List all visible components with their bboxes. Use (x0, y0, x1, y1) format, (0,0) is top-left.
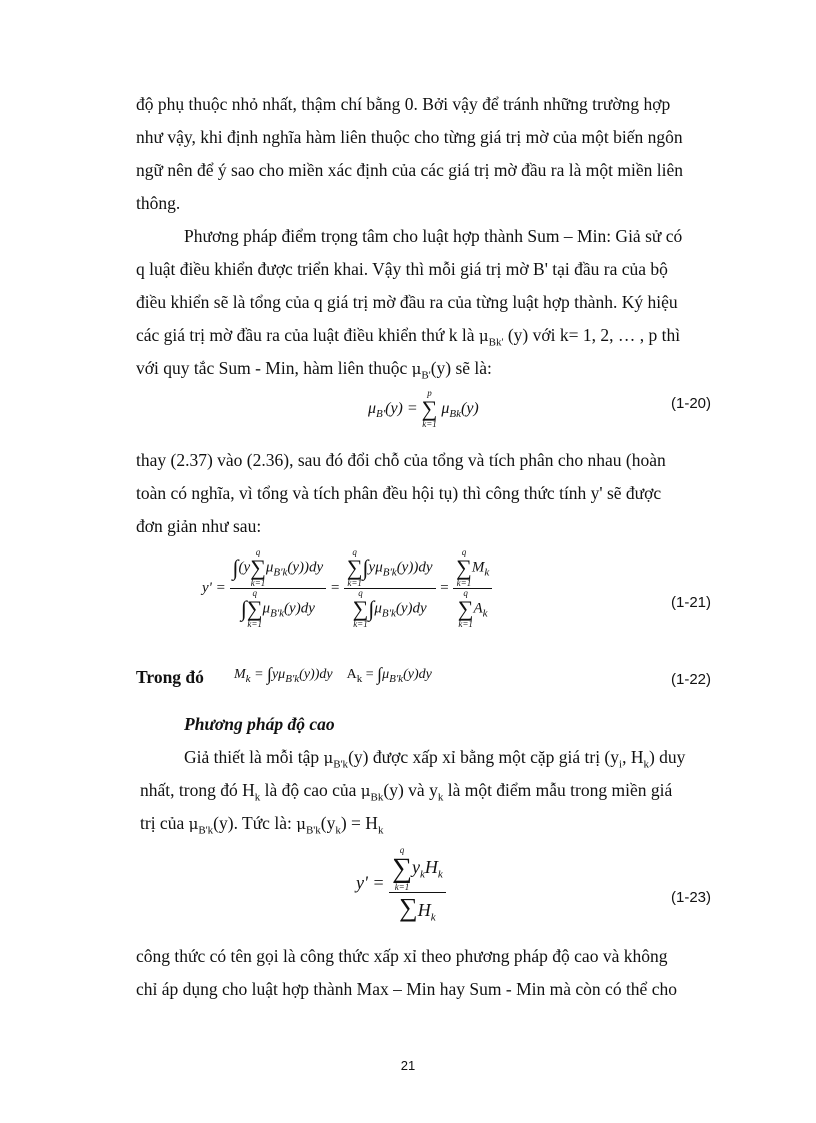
para3-line3: đơn giản như sau: (136, 516, 262, 536)
para4-line3: trị của $\mu_{B'k}(y)$. Tức là: $\mu_{B'k}(y_k) = H_k$ (140, 813, 384, 837)
section-heading: Phương pháp độ cao (184, 714, 335, 734)
para1-line1: độ phụ thuộc nhỏ nhất, thậm chí bằng 0. Bởi vậy để tránh những trường hợp (136, 94, 671, 114)
para2-line1: Phương pháp điểm trọng tâm cho luật hợp thành Sum – Min: Giả sử có (184, 226, 683, 246)
equation-number-1-23: (1-23) (671, 889, 712, 906)
equation-number-1-21: (1-21) (671, 594, 712, 611)
para1-line2: như vậy, khi định nghĩa hàm liên thuộc cho từng giá trị mờ của một biến ngôn (136, 127, 683, 147)
para4-line1: Giả thiết là mỗi tập $\mu_{B'k}(y)$ được xấp xỉ bằng một cặp giá trị ($y_i$, $H_k$) duy (184, 747, 686, 771)
equation-number-1-20: (1-20) (671, 395, 712, 412)
para3-line1: thay (2.37) vào (2.36), sau đó đổi chỗ của tổng và tích phân cho nhau (hoàn (136, 450, 666, 470)
para3-line2: toàn có nghĩa, vì tổng và tích phân đều hội tụ) thì công thức tính y' sẽ được (136, 483, 662, 503)
page-number: 21 (400, 1058, 416, 1073)
equation-1-20: $\mu_{B'}(y)$ = p ∑ k=1 $\mu_{Bk}(y)$ (368, 388, 479, 429)
para1-line3: ngữ nên để ý sao cho miền xác định của các giá trị mờ đầu ra là một miền liên (136, 160, 683, 180)
para1-line4: thông. (136, 193, 181, 213)
para5-line2: chỉ áp dụng cho luật hợp thành Max – Min hay Sum - Min mà còn có thể cho (136, 979, 677, 999)
para5-line1: công thức có tên gọi là công thức xấp xỉ theo phương pháp độ cao và không (136, 946, 668, 966)
para2-line5: với quy tắc Sum - Min, hàm liên thuộc $\mu_{B'}(y)$ sẽ là: (136, 358, 492, 382)
trong-do-label: Trong đó (136, 667, 204, 687)
para2-line3: điều khiển sẽ là tổng của q giá trị mờ đầu ra của từng luật hợp thành. Ký hiệu (136, 292, 678, 312)
equation-number-1-22: (1-22) (671, 671, 712, 688)
equation-1-23: y' = q ∑ k=1 $y_kH_k$ $\sum H_k$ (356, 846, 446, 923)
para4-line2: nhất, trong đó $H_k$ là độ cao của $\mu_{Bk}(y)$ và $y_k$ là một điểm mẫu trong miền giá (140, 780, 673, 804)
equation-1-21: y' = ∫(y q ∑ k=1 $\mu_{B'k}(y))dy$ ∫ q ∑ k=1 $\mu_{B'k}(y)dy$ = q ∑ k=1 $\int y\mu_{B'k}(y))dy$ q ∑ k=1 $\int\mu_{B'k}(y)dy$ = q ∑ k=1 $M_k$ q ∑ k=1 $A_k$ (202, 548, 492, 629)
para2-line2: q luật điều khiển được triển khai. Vậy thì mỗi giá trị mờ B' tại đầu ra của bộ (136, 259, 668, 279)
para2-line4: các giá trị mờ đầu ra của luật điều khiển thứ k là $\mu_{Bk'}$ (y) với k= 1, 2, … , p thì (136, 325, 681, 349)
equation-1-22: $M_k = \int y\mu_{B'k}(y))dy$ $A_k = \int\mu_{B'k}(y)dy$ (234, 664, 432, 685)
